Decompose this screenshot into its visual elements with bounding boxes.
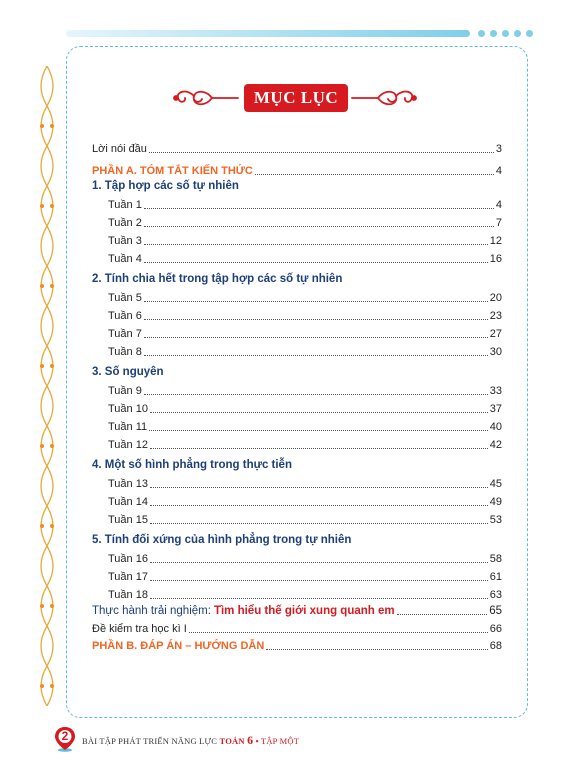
toc-entry-week[interactable] — [108, 400, 502, 416]
toc-entry-label: Tuần 9 — [108, 385, 142, 397]
top-dot — [526, 30, 533, 37]
toc-entry-label: Lời nói đầu — [92, 143, 147, 155]
toc-entry-week[interactable] — [108, 250, 502, 266]
dot-leader — [144, 319, 488, 320]
toc-entry-label: Tuần 6 — [108, 310, 142, 322]
dot-leader — [149, 430, 488, 431]
dot-leader — [144, 244, 488, 245]
toc-entry-page: 45 — [489, 478, 502, 490]
toc-entry-page: 3 — [495, 143, 502, 155]
toc-entry-page: 53 — [489, 514, 502, 526]
ornament-dot — [50, 124, 54, 128]
toc-entry-page: 65 — [489, 605, 502, 617]
toc-entry-label: Tuần 14 — [108, 496, 148, 508]
toc-entry-page: 4 — [495, 165, 502, 177]
toc-entry-label: Tuần 13 — [108, 478, 148, 490]
toc-entry-label: Tuần 1 — [108, 199, 142, 211]
toc-entry-page: 37 — [489, 403, 502, 415]
book-volume: TẬP MỘT — [260, 736, 300, 746]
toc-entry-page: 23 — [489, 310, 502, 322]
toc-entry-label: Tuần 4 — [108, 253, 142, 265]
title-banner — [172, 84, 418, 114]
ornament-dot — [50, 204, 54, 208]
toc-entry-week[interactable] — [108, 475, 502, 491]
section-title[interactable]: 3. Số nguyên — [92, 366, 164, 378]
dot-leader — [144, 226, 494, 227]
toc-entry-week[interactable] — [108, 436, 502, 452]
toc-entry-label: Đề kiểm tra học kì I — [92, 623, 187, 635]
toc-entry-page: 63 — [489, 589, 502, 601]
toc-entry-week[interactable] — [108, 586, 502, 602]
ornament-dot — [40, 444, 44, 448]
toc-entry-week[interactable] — [108, 568, 502, 584]
dot-leader — [255, 174, 494, 175]
dot-leader — [189, 632, 488, 633]
toc-entry-week[interactable] — [108, 382, 502, 398]
dot-leader — [150, 487, 488, 488]
dot-leader — [144, 208, 494, 209]
toc-entry-page: 30 — [489, 346, 502, 358]
toc-entry-week[interactable] — [108, 325, 502, 341]
ornament-dot — [40, 124, 44, 128]
ornament-dot — [40, 604, 44, 608]
diamond-chain-ornament-icon — [36, 66, 58, 706]
ornament-dot — [40, 364, 44, 368]
toc-entry-week[interactable] — [108, 511, 502, 527]
toc-entry-label: Tuần 18 — [108, 589, 148, 601]
toc-entry-exam[interactable] — [92, 620, 502, 636]
practice-highlight: Tìm hiểu thế giới xung quanh em — [213, 605, 395, 617]
toc-entry-week[interactable] — [108, 214, 502, 230]
toc-entry-part-a[interactable] — [92, 162, 502, 178]
toc-entry-page: 20 — [489, 292, 502, 304]
toc-entry-label: Tuần 10 — [108, 403, 148, 415]
top-dot — [514, 30, 521, 37]
toc-entry-label: Tuần 12 — [108, 439, 148, 451]
dot-leader — [150, 448, 488, 449]
toc-entry-page: 49 — [489, 496, 502, 508]
toc-entry-page: 58 — [489, 553, 502, 565]
toc-entry-week[interactable] — [108, 418, 502, 434]
footer-book-title — [82, 733, 299, 748]
toc-entry-label: Tuần 16 — [108, 553, 148, 565]
part-title: PHẦN A. TÓM TẮT KIẾN THỨC — [92, 165, 253, 177]
book-series: BÀI TẬP PHÁT TRIỂN NĂNG LỰC — [82, 736, 218, 746]
page-footer — [54, 726, 374, 750]
top-decorative-bar — [66, 30, 470, 37]
ornament-dot — [50, 444, 54, 448]
toc-entry-label: Tuần 11 — [108, 421, 148, 433]
toc-entry-page: 66 — [489, 623, 502, 635]
ornament-dot — [40, 684, 44, 688]
toc-entry-page: 33 — [489, 385, 502, 397]
swirl-ornament-icon — [350, 86, 418, 110]
part-title: PHẦN B. ĐÁP ÁN – HƯỚNG DẪN — [92, 640, 265, 652]
toc-entry-part-b[interactable] — [92, 637, 502, 653]
dot-leader — [144, 355, 488, 356]
section-title[interactable]: 2. Tính chia hết trong tập hợp các số tự nhiên — [92, 273, 343, 285]
footer-bullet: • — [255, 736, 259, 746]
ornament-dot — [50, 524, 54, 528]
toc-entry-label: Tuần 15 — [108, 514, 148, 526]
toc-entry-week[interactable] — [108, 343, 502, 359]
toc-entry-label: Tuần 7 — [108, 328, 142, 340]
section-title[interactable]: 4. Một số hình phẳng trong thực tiễn — [92, 459, 292, 471]
book-grade: 6 — [247, 733, 254, 747]
page-title: MỤC LỤC — [244, 84, 348, 112]
toc-entry-label: Tuần 17 — [108, 571, 148, 583]
toc-entry-page: 42 — [489, 439, 502, 451]
top-dot — [502, 30, 509, 37]
ornament-dot — [50, 604, 54, 608]
dot-leader — [144, 301, 488, 302]
page-number: 2 — [61, 729, 69, 743]
toc-entry-label: Tuần 2 — [108, 217, 142, 229]
ornament-dot — [50, 284, 54, 288]
toc-entry-week[interactable] — [108, 232, 502, 248]
section-title[interactable]: 5. Tính đối xứng của hình phẳng trong tự nhiên — [92, 534, 352, 546]
dot-leader — [144, 394, 488, 395]
ornament-dot — [40, 524, 44, 528]
top-dot — [490, 30, 497, 37]
toc-entry-page: 40 — [489, 421, 502, 433]
toc-entry-page: 68 — [489, 640, 502, 652]
toc-entry-page: 7 — [495, 217, 502, 229]
toc-entry-week[interactable] — [108, 196, 502, 212]
toc-entry-intro[interactable] — [92, 140, 502, 156]
toc-entry-week[interactable] — [108, 550, 502, 566]
dot-leader — [150, 562, 488, 563]
dot-leader — [397, 614, 488, 615]
dot-leader — [150, 598, 488, 599]
toc-entry-practice[interactable] — [92, 602, 502, 618]
toc-entry-label: Tuần 8 — [108, 346, 142, 358]
toc-entry-week[interactable] — [108, 289, 502, 305]
swirl-ornament-icon — [172, 86, 240, 110]
toc-entry-week[interactable] — [108, 307, 502, 323]
ornament-dot — [40, 204, 44, 208]
dot-leader — [150, 505, 488, 506]
top-dot — [478, 30, 485, 37]
ornament-dot — [50, 364, 54, 368]
dot-leader — [149, 152, 494, 153]
ornament-dot — [40, 284, 44, 288]
toc-entry-label: Tuần 5 — [108, 292, 142, 304]
toc-entry-label: Thực hành trải nghiệm: — [92, 605, 211, 617]
toc-entry-page: 61 — [489, 571, 502, 583]
toc-entry-week[interactable] — [108, 493, 502, 509]
dot-leader — [266, 649, 487, 650]
dot-leader — [144, 337, 488, 338]
dot-leader — [150, 580, 488, 581]
toc-entry-label: Tuần 3 — [108, 235, 142, 247]
section-title[interactable]: 1. Tập hợp các số tự nhiên — [92, 180, 239, 192]
toc-entry-page: 16 — [489, 253, 502, 265]
book-subject: TOÁN — [219, 736, 245, 746]
dot-leader — [144, 262, 488, 263]
toc-entry-page: 12 — [489, 235, 502, 247]
ornament-dot — [50, 684, 54, 688]
toc-entry-page: 4 — [495, 199, 502, 211]
dot-leader — [150, 412, 488, 413]
dot-leader — [150, 523, 488, 524]
toc-entry-page: 27 — [489, 328, 502, 340]
